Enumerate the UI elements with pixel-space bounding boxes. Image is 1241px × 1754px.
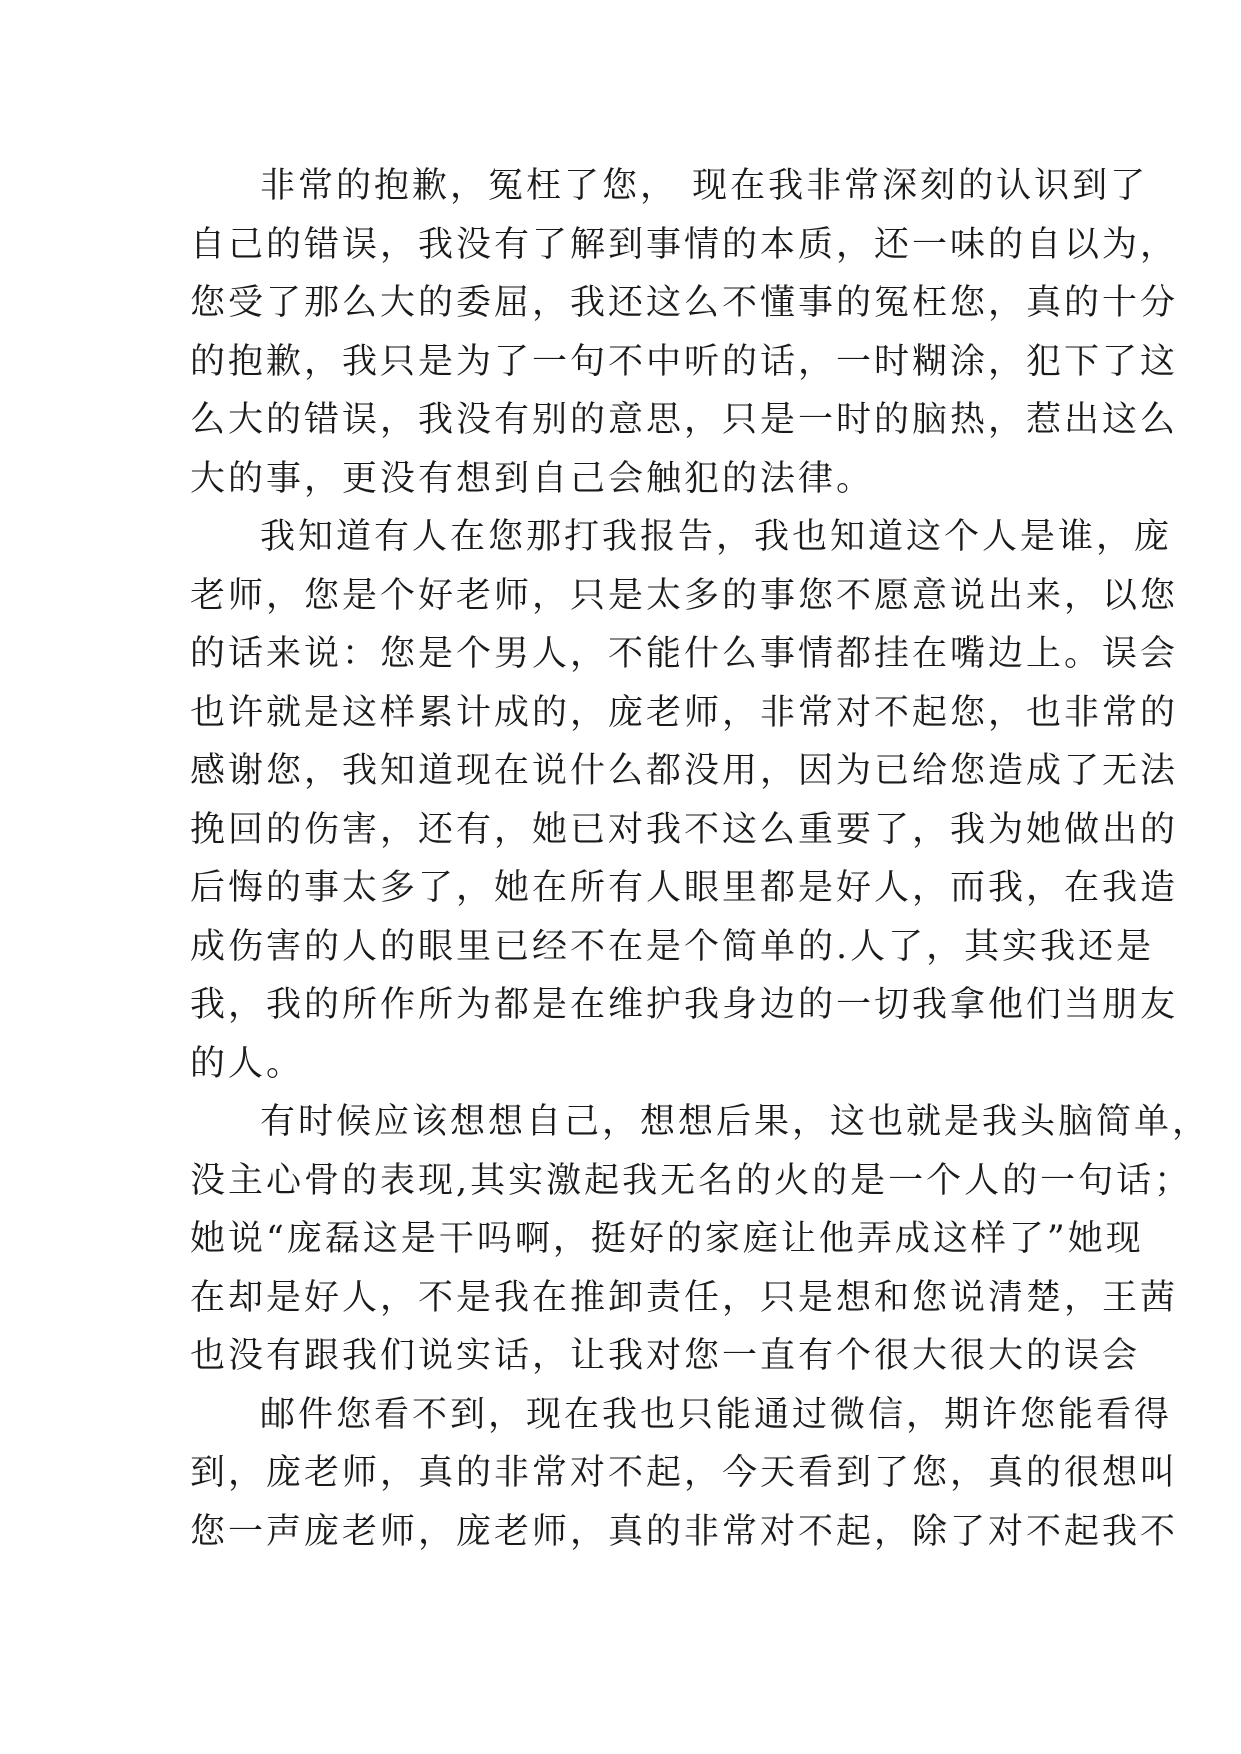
text-line: 您受了那么大的委屈，我还这么不懂事的冤枉您，真的十分: [190, 283, 1179, 323]
text-line: 我，我的所作所为都是在维护我身边的一切我拿他们当朋友: [190, 985, 1179, 1025]
text-line: 非常的抱歉，冤枉了您， 现在我非常深刻的认识到了: [260, 166, 1149, 206]
text-line: 有时候应该想想自己，想想后果，这也就是我头脑简单，: [260, 1102, 1211, 1142]
document-body: [190, 157, 1211, 1561]
text-line: 也许就是这样累计成的，庞老师，非常对不起您，也非常的: [190, 692, 1179, 733]
paragraph-3: [190, 1093, 1211, 1386]
text-line: 我知道有人在您那打我报告，我也知道这个人是谁，庞: [260, 517, 1173, 557]
text-line: 您一声庞老师，庞老师，真的非常对不起，除了对不起我不: [190, 1511, 1179, 1552]
text-line: 老师，您是个好老师，只是太多的事您不愿意说出来，以您: [190, 575, 1179, 616]
text-line: 大的事，更没有想到自己会触犯的法律。: [190, 458, 875, 499]
text-line: 没主心骨的表现,其实激起我无名的火的是一个人的一句话；: [190, 1160, 1193, 1201]
text-line: 也没有跟我们说实话，让我对您一直有个很大很大的误会: [190, 1336, 1141, 1376]
text-line: 的抱歉，我只是为了一句不中听的话，一时糊涂，犯下了这: [190, 341, 1179, 382]
text-line: 邮件您看不到，现在我也只能通过微信，期许您能看得: [260, 1394, 1173, 1435]
text-line: 后悔的事太多了，她在所有人眼里都是好人，而我，在我造: [190, 868, 1179, 908]
text-line: 成伤害的人的眼里已经不在是个简单的.人了，其实我还是: [190, 926, 1155, 967]
paragraph-4: [190, 1386, 1179, 1562]
text-line: 自己的错误，我没有了解到事情的本质，还一味的自以为，: [190, 224, 1179, 265]
text-line: 的话来说：您是个男人，不能什么事情都挂在嘴边上。误会: [190, 634, 1179, 674]
text-line: 感谢您，我知道现在说什么都没用，因为已给您造成了无法: [190, 751, 1179, 791]
text-line: 么大的错误，我没有别的意思，只是一时的脑热，惹出这么: [190, 400, 1179, 440]
text-line: 在却是好人，不是我在推卸责任，只是想和您说清楚，王茜: [190, 1277, 1179, 1318]
text-line: 的人。: [190, 1043, 305, 1084]
text-line: 到，庞老师，真的非常对不起，今天看到了您，真的很想叫: [190, 1453, 1179, 1493]
paragraph-2: [190, 508, 1179, 1093]
paragraph-1: [190, 157, 1179, 508]
text-line: 挽回的伤害，还有，她已对我不这么重要了，我为她做出的: [190, 809, 1179, 850]
text-line: 她说“庞磊这是干吗啊，挺好的家庭让他弄成这样了”她现: [190, 1219, 1144, 1259]
